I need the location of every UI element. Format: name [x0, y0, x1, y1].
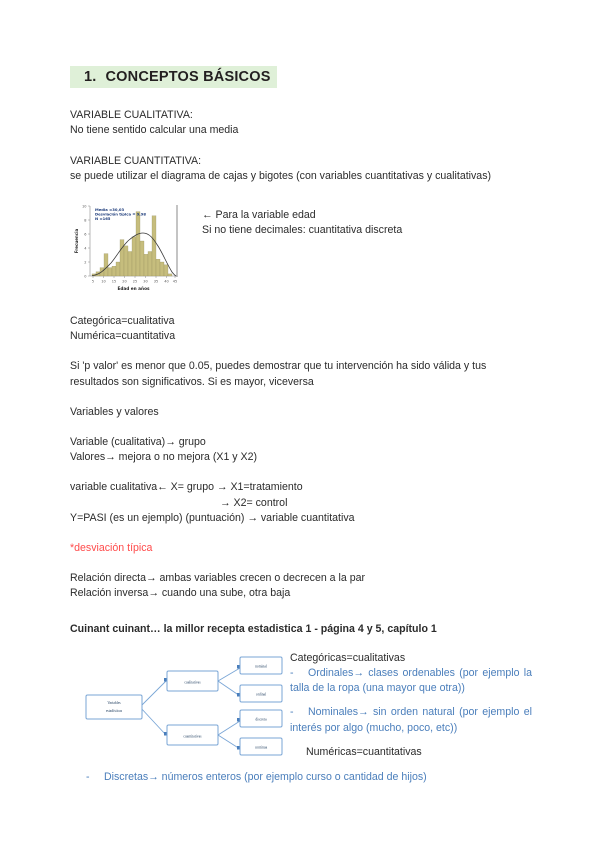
chart-xlabel: Edad en años	[117, 286, 150, 292]
tree-node-nominal	[240, 657, 282, 674]
discretas-dash: -	[86, 770, 90, 783]
svg-text:20: 20	[122, 279, 127, 284]
svg-text:5: 5	[91, 279, 95, 284]
chart-ylabel: Frecuencia	[74, 228, 79, 254]
svg-text:Desviación típica = 9,98: Desviación típica = 9,98	[95, 212, 147, 217]
svg-text:45: 45	[172, 279, 178, 284]
svg-text:6: 6	[84, 232, 87, 237]
svg-text:10: 10	[82, 204, 87, 209]
desviacion-tipica-note: *desviación típica	[70, 541, 153, 554]
var-cual-x-line: variable cualitativa← X= grupo → X1=tratamiento	[70, 481, 303, 494]
svg-text:4: 4	[84, 246, 87, 251]
discretas-item	[70, 770, 532, 785]
classification-text	[284, 651, 532, 760]
x2-control-line: → X2= control	[220, 496, 288, 509]
histogram-svg	[70, 200, 186, 294]
relacion-directa-line: Relación directa→ ambas variables crecen o decrecen a la par	[70, 572, 366, 585]
svg-text:10: 10	[101, 279, 106, 284]
nominales-item	[290, 705, 532, 735]
tree-node-cualitativas	[167, 671, 218, 691]
svg-text:cualitativas: cualitativas	[184, 680, 201, 685]
ordinales-item	[290, 666, 532, 696]
valores-mejora-line: Valores→ mejora o no mejora (X1 y X2)	[70, 451, 258, 464]
classification-row	[70, 651, 532, 763]
svg-text:cuantitativas: cuantitativas	[183, 734, 202, 739]
svg-text:estadísticas: estadísticas	[105, 708, 123, 713]
svg-text:continua: continua	[254, 745, 268, 750]
tree-svg	[70, 651, 284, 763]
ordinales-text: Ordinales→ clases ordenables (por ejemplo la talla de la ropa (una mayor que otra))	[290, 666, 532, 695]
tree-node-ordinal	[240, 685, 282, 702]
tree-node-discreta	[240, 710, 282, 727]
svg-text:40: 40	[164, 279, 169, 284]
numericas-heading: Numéricas=cuantitativas	[306, 745, 422, 758]
tree-node-continua	[240, 738, 282, 755]
categorica-line: Categórica=cualitativa	[70, 314, 175, 327]
chart-row	[70, 200, 532, 294]
variable-grupo-line: Variable (cualitativa)→ grupo	[70, 435, 206, 448]
ordinales-dash: -	[290, 666, 294, 679]
svg-text:nominal: nominal	[255, 664, 267, 669]
page-title-text: CONCEPTOS BÁSICOS	[105, 69, 271, 85]
chart-note-1: ← Para la variable edad	[202, 208, 316, 221]
svg-text:0: 0	[84, 274, 87, 279]
page-title	[70, 66, 277, 88]
nominales-dash: -	[290, 706, 294, 719]
svg-text:35: 35	[153, 279, 159, 284]
nominales-text: Nominales→ sin orden natural (por ejemplo el interés por algo (mucho, poco, etc))	[290, 706, 532, 734]
document-content	[70, 0, 532, 785]
variable-tree-diagram	[70, 651, 284, 763]
svg-text:Variables: Variables	[107, 700, 121, 705]
categoricas-heading: Categóricas=cualitativas	[290, 651, 406, 664]
cualitativa-text: No tiene sentido calcular una media	[70, 124, 239, 137]
tree-node-cuantitativas	[167, 725, 218, 745]
histogram-figure	[70, 200, 186, 294]
page-title-number: 1.	[84, 69, 97, 85]
cuantitativa-label: VARIABLE CUANTITATIVA:	[70, 154, 202, 167]
svg-text:8: 8	[84, 218, 87, 223]
discretas-text: Discretas→ números enteros (por ejemplo curso o cantidad de hijos)	[104, 770, 427, 783]
chart-note-2: Si no tiene decimales: cuantitativa discreta	[202, 224, 403, 237]
svg-text:30: 30	[143, 279, 148, 284]
p-valor-paragraph: Si 'p valor' es menor que 0.05, puedes demostrar que tu intervención ha sido válida y tus resultados son significativos. Si es mayor, viceversa	[70, 360, 487, 388]
cuantitativa-text: se puede utilizar el diagrama de cajas y bigotes (con variables cuantitativas y cualitativas)	[70, 169, 492, 182]
cualitativa-label: VARIABLE CUALITATIVA:	[70, 109, 193, 122]
chart-side-notes	[186, 200, 402, 238]
page-title-row	[70, 66, 532, 88]
svg-text:discreta: discreta	[255, 717, 267, 722]
receta-reference: Cuinant cuinant… la millor recepta estadistica 1 - página 4 y 5, capítulo 1	[70, 622, 437, 635]
svg-text:15: 15	[111, 279, 117, 284]
relacion-inversa-line: Relación inversa→ cuando una sube, otra baja	[70, 587, 291, 600]
y-pasi-line: Y=PASI (es un ejemplo) (puntuación) → variable cuantitativa	[70, 511, 355, 524]
svg-text:N =165: N =165	[95, 216, 111, 221]
numerica-line: Numérica=cuantitativa	[70, 330, 176, 343]
svg-text:Media =30,03: Media =30,03	[95, 207, 125, 212]
variables-valores-line: Variables y valores	[70, 405, 159, 418]
tree-node-root	[86, 695, 142, 719]
svg-text:2: 2	[84, 260, 87, 265]
svg-text:25: 25	[132, 279, 138, 284]
svg-text:ordinal: ordinal	[255, 692, 267, 697]
